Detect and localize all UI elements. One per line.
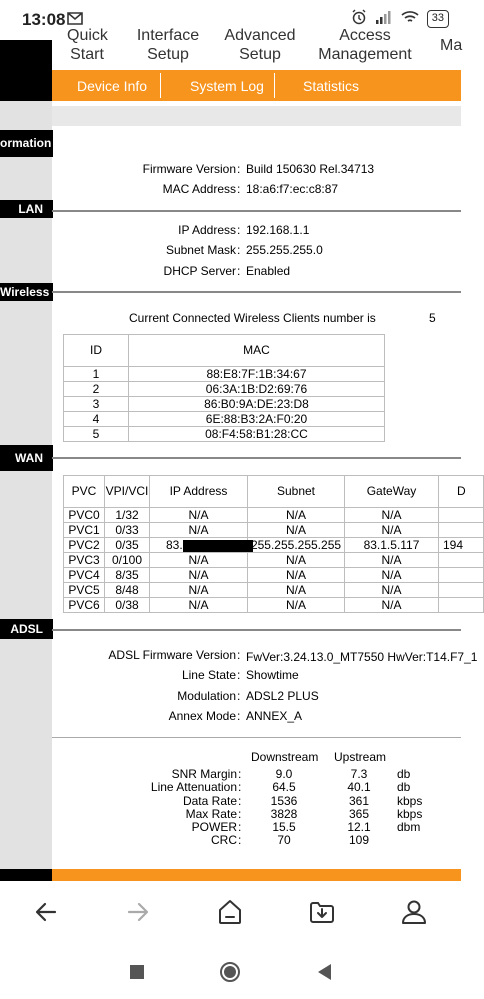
colon: : [238,833,242,847]
browser-toolbar [0,881,461,943]
ip-address-cell: 83. [150,538,248,553]
stat-unit: kbps [397,794,423,808]
modulation-value: ADSL2 PLUS [246,689,319,703]
colon: : [238,807,242,821]
section-label-adsl: ADSL [0,619,53,639]
line-state-value: Showtime [246,668,299,682]
wan-table-viewport [63,475,466,615]
recents-square-icon[interactable] [122,957,152,987]
table-header: MAC [129,335,385,367]
stat-up: 40.1 [347,780,371,794]
colon: : [237,243,241,257]
colon: : [238,767,242,781]
table-header: D [439,476,484,508]
wan-table [63,475,484,613]
adsl-firmware-label: ADSL Firmware Version [108,648,236,662]
tab-access-management[interactable]: Access Management [318,27,412,63]
stat-down: 64.5 [272,780,296,794]
colon: : [237,182,241,196]
downstream-header: Downstream [251,750,319,764]
table-header: VPI/VCI [105,476,150,508]
section-divider [52,457,461,459]
top-nav [0,27,463,70]
stat-up: 361 [348,794,370,808]
sub-nav-corner [0,70,52,101]
table-header: IP Address [150,476,248,508]
annex-mode-label: Annex Mode [168,709,236,723]
colon: : [237,223,241,237]
wireless-clients-label: Current Connected Wireless Clients number is [129,311,376,325]
table-row: PVC0 1/32 N/A N/A N/A [64,508,484,523]
table-row: 2 06:3A:1B:D2:69:76 [64,382,385,397]
tab-quick-start[interactable]: Quick Start [67,27,108,63]
stat-unit: kbps [397,807,423,821]
system-nav-bar [0,943,461,999]
mac-address-value: 18:a6:f7:ec:c8:87 [246,182,339,196]
stat-up: 7.3 [350,767,368,781]
stat-label: Line Attenuation [150,780,237,794]
content-header-band [52,106,461,126]
adsl-firmware-value: FwVer:3.24.13.0_MT7550 HwVer:T14.F7_1 [246,650,478,664]
colon: : [237,689,241,703]
stat-label: Data Rate [182,794,237,808]
sub-nav [0,70,461,101]
section-divider [52,737,461,738]
colon: : [238,780,242,794]
wireless-clients-count: 5 [429,311,436,325]
stat-label: POWER [191,820,237,834]
mac-address-label: MAC Address [162,182,236,196]
table-row: PVC2 0/35 83. 255.255.255.255 83.1.5.117 194 [64,538,484,553]
section-divider [52,291,461,293]
section-label-lan: LAN [0,200,53,218]
colon: : [237,264,241,278]
redaction-block [183,540,253,552]
forward-arrow-icon[interactable] [118,895,158,929]
line-state-label: Line State [181,668,236,682]
table-row: PVC5 8/48 N/A N/A N/A [64,583,484,598]
stat-up: 12.1 [347,820,371,834]
colon: : [238,820,242,834]
section-divider [52,210,461,212]
subnet-mask-label: Subnet Mask [165,243,236,257]
table-row: 3 86:B0:9A:DE:23:D8 [64,397,385,412]
tab-maintenance[interactable]: Ma [440,37,463,54]
section-divider [52,629,461,631]
stat-down: 15.5 [272,820,296,834]
table-row: PVC1 0/33 N/A N/A N/A [64,523,484,538]
section-label-wireless: Wireless [0,283,53,301]
back-arrow-icon[interactable] [26,895,66,929]
subtab-device-info[interactable]: Device Info [77,78,148,94]
table-row: 5 08:F4:58:B1:28:CC [64,427,385,442]
stat-label: SNR Margin [171,767,237,781]
stat-down: 3828 [270,807,298,821]
download-icon[interactable] [302,895,342,929]
section-label-information: ormation [0,130,53,157]
table-header: GateWay [345,476,439,508]
stat-label: CRC [211,833,237,847]
dhcp-server-value: Enabled [246,264,291,278]
subtab-statistics[interactable]: Statistics [303,78,360,94]
adsl-firmware-clip [246,648,478,666]
firmware-version-label: Firmware Version [142,162,236,176]
back-triangle-icon[interactable] [310,957,340,987]
footer-bar [52,869,461,881]
subtab-divider [160,73,161,98]
stat-unit: db [397,780,411,794]
annex-mode-value: ANNEX_A [246,709,303,723]
section-label-wan: WAN [0,445,53,471]
firmware-version-value: Build 150630 Rel.34713 [246,162,375,176]
colon: : [238,794,242,808]
profile-icon[interactable] [394,895,434,929]
colon: : [237,162,241,176]
subtab-system-log[interactable]: System Log [190,78,264,94]
subnet-mask-value: 255.255.255.0 [246,243,323,257]
table-row: 4 6E:88:B3:2A:F0:20 [64,412,385,427]
colon: : [237,709,241,723]
home-circle-icon[interactable] [215,957,245,987]
stat-unit: dbm [397,820,421,834]
dhcp-server-label: DHCP Server [163,264,236,278]
upstream-header: Upstream [334,750,387,764]
modulation-label: Modulation [177,689,236,703]
colon: : [237,648,241,662]
stat-unit: db [397,767,411,781]
stat-down: 1536 [270,794,298,808]
table-header: PVC [64,476,105,508]
table-row: PVC6 0/38 N/A N/A N/A [64,598,484,613]
tab-interface-setup[interactable]: Interface Setup [136,27,200,63]
stat-down: 9.0 [275,767,293,781]
home-icon[interactable] [210,895,250,929]
colon: : [237,668,241,682]
clock: 13:08 [22,10,66,29]
subtab-divider [274,73,275,98]
battery-indicator: 33 [427,10,449,28]
ip-address-label: IP Address [178,223,236,237]
table-header: Subnet [248,476,345,508]
table-row: PVC4 8/35 N/A N/A N/A [64,568,484,583]
footer-corner [0,869,52,881]
stat-label: Max Rate [185,807,237,821]
wireless-clients-table [63,334,385,442]
ip-address-value: 192.168.1.1 [246,223,310,237]
table-row: PVC3 0/100 N/A N/A N/A [64,553,484,568]
stat-up: 109 [348,833,370,847]
table-row: 1 88:E8:7F:1B:34:67 [64,367,385,382]
table-header: ID [64,335,129,367]
stat-up: 365 [348,807,370,821]
stat-down: 70 [277,833,291,847]
tab-advanced-setup[interactable]: Advanced Setup [224,27,296,63]
left-sidebar [0,101,52,889]
